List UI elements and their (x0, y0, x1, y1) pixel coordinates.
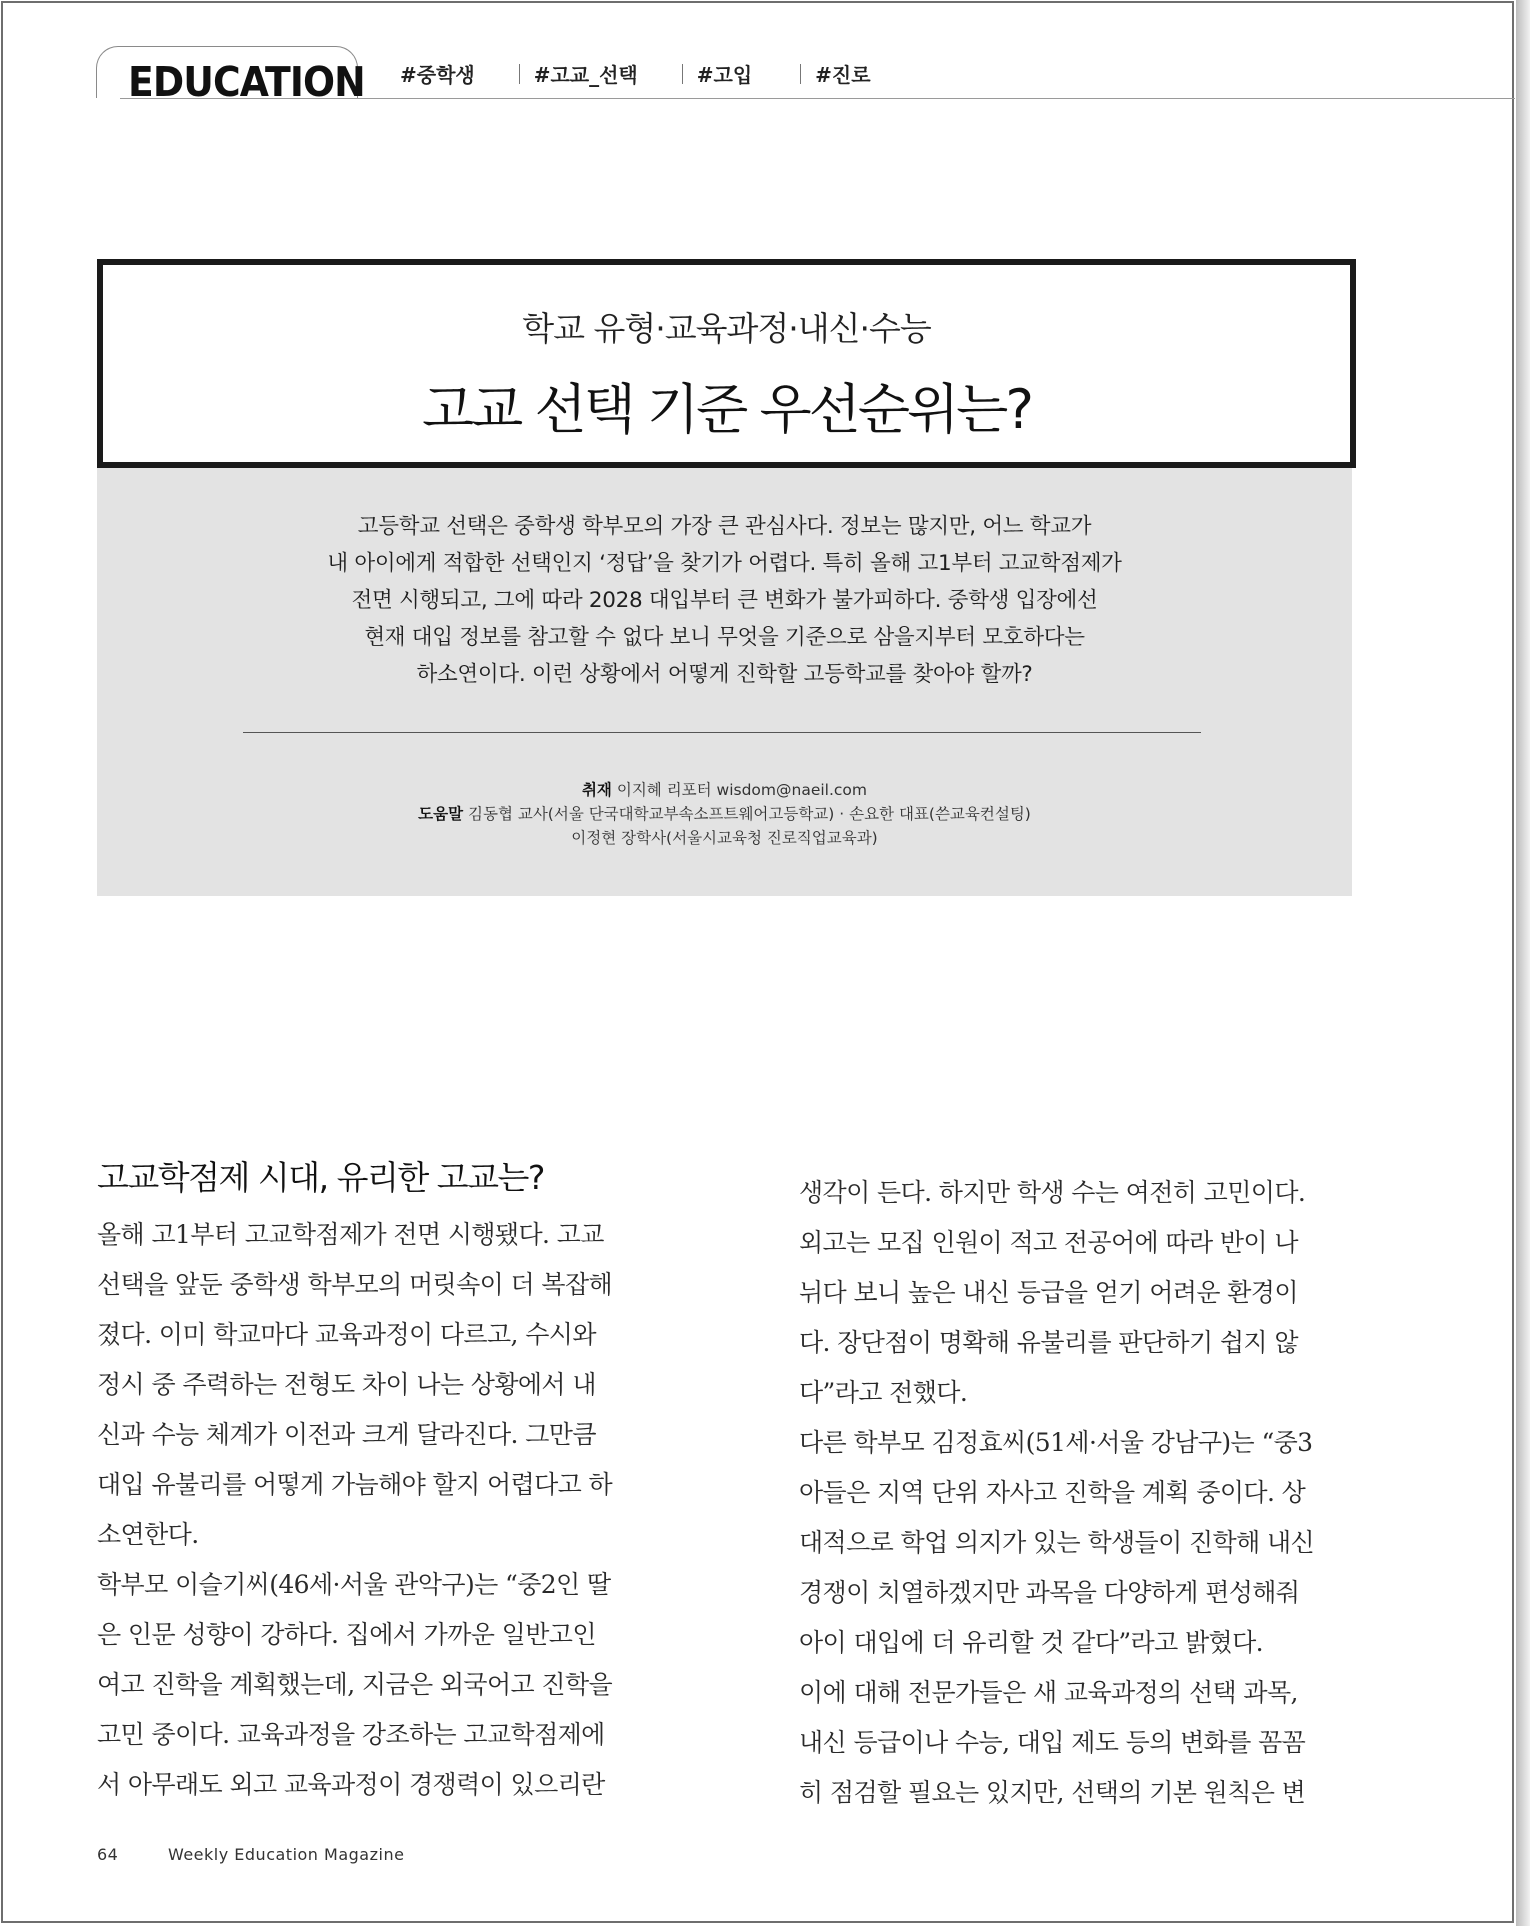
body-line: 신과 수능 체계가 이전과 크게 달라진다. 그만큼 (97, 1420, 596, 1449)
intro-line: 하소연이다. 이런 상황에서 어떻게 진학할 고등학교를 찾아야 할까? (416, 662, 1033, 687)
tag[interactable]: #고교_선택 (533, 63, 638, 87)
intro-divider (243, 732, 1201, 733)
page-footer (97, 1845, 404, 1864)
intro-line: 내 아이에게 적합한 선택인지 ‘정답’을 찾기가 어렵다. 특히 올해 고1부터 고교학점제가 (327, 551, 1122, 576)
body-column-right (799, 1168, 1351, 1818)
tag-divider (800, 64, 801, 84)
tag-divider (682, 64, 683, 84)
body-line: 여고 진학을 계획했는데, 지금은 외국어고 진학을 (97, 1670, 613, 1699)
credits-reporting-label: 취재 (581, 781, 612, 799)
article-headline: 고교 선택 기준 우선순위는? (422, 378, 1031, 441)
intro-box (97, 468, 1352, 896)
magazine-name: Weekly Education Magazine (167, 1845, 405, 1864)
tag[interactable]: #진로 (815, 63, 871, 87)
intro-line: 전면 시행되고, 그에 따라 2028 대입부터 큰 변화가 불가피하다. 중학생 입장에선 (351, 588, 1098, 613)
body-line: 생각이 든다. 하지만 학생 수는 여전히 고민이다. (799, 1178, 1306, 1207)
body-line: 다. 장단점이 명확해 유불리를 판단하기 쉽지 않 (799, 1328, 1298, 1357)
page-edge-shadow (1516, 0, 1530, 1926)
body-line: 외고는 모집 인원이 적고 전공어에 따라 반이 나 (799, 1228, 1298, 1257)
tag-list (400, 59, 871, 88)
body-line: 은 인문 성향이 강하다. 집에서 가까운 일반고인 (97, 1620, 596, 1649)
body-line: 아이 대입에 더 유리할 것 같다”라고 밝혔다. (799, 1628, 1263, 1657)
body-line: 올해 고1부터 고교학점제가 전면 시행됐다. 고교 (97, 1220, 604, 1249)
intro-text (97, 508, 1352, 693)
credits (97, 778, 1352, 850)
intro-line: 고등학교 선택은 중학생 학부모의 가장 큰 관심사다. 정보는 많지만, 어느 학교가 (357, 514, 1092, 539)
body-line: 이에 대해 전문가들은 새 교육과정의 선택 과목, (799, 1678, 1298, 1707)
body-line: 다”라고 전했다. (799, 1378, 968, 1407)
body-line: 소연한다. (97, 1520, 199, 1549)
body-column-left (97, 1158, 649, 1810)
body-line: 학부모 이슬기씨(46세·서울 관악구)는 “중2인 딸 (97, 1570, 611, 1599)
body-line: 졌다. 이미 학교마다 교육과정이 다르고, 수시와 (97, 1320, 596, 1349)
body-line: 고민 중이다. 교육과정을 강조하는 고교학점제에 (97, 1720, 605, 1749)
body-line: 아들은 지역 단위 자사고 진학을 계획 중이다. 상 (799, 1478, 1306, 1507)
credits-reporting (97, 778, 1352, 802)
section-subheading: 고교학점제 시대, 유리한 고교는? (97, 1158, 544, 1197)
page-number: 64 (97, 1845, 119, 1864)
body-line: 경쟁이 치열하겠지만 과목을 다양하게 편성해줘 (799, 1578, 1300, 1607)
body-line: 서 아무래도 외고 교육과정이 경쟁력이 있으리란 (97, 1770, 605, 1799)
tag-divider (519, 64, 520, 84)
intro-line: 현재 대입 정보를 참고할 수 없다 보니 무엇을 기준으로 삼을지부터 모호하다는 (364, 625, 1085, 650)
credits-help (97, 802, 1352, 826)
body-line: 선택을 앞둔 중학생 학부모의 머릿속이 더 복잡해 (97, 1270, 613, 1299)
article-kicker: 학교 유형·교육과정·내신·수능 (522, 309, 931, 348)
body-line: 뉘다 보니 높은 내신 등급을 얻기 어려운 환경이 (799, 1278, 1298, 1307)
credits-help-text: 김동협 교사(서울 단국대학교부속소프트웨어고등학교) · 손요한 대표(쓴교육컨설팅) (468, 805, 1031, 823)
body-line: 다른 학부모 김정효씨(51세·서울 강남구)는 “중3 (799, 1428, 1313, 1457)
tag[interactable]: #중학생 (400, 63, 475, 87)
body-line: 내신 등급이나 수능, 대입 제도 등의 변화를 꼼꼼 (799, 1728, 1306, 1757)
body-line: 히 점검할 필요는 있지만, 선택의 기본 원칙은 변 (799, 1778, 1306, 1807)
tag[interactable]: #고입 (696, 63, 753, 87)
body-line: 정시 중 주력하는 전형도 차이 나는 상황에서 내 (97, 1370, 596, 1399)
credits-reporting-text: 이지혜 리포터 wisdom@naeil.com (616, 781, 868, 799)
credits-help-label: 도움말 (418, 805, 464, 823)
credits-help-line2: 이정현 장학사(서울시교육청 진로직업교육과) (571, 829, 878, 847)
section-title: EDUCATION (128, 58, 365, 106)
body-line: 대입 유불리를 어떻게 가늠해야 할지 어렵다고 하 (97, 1470, 613, 1499)
body-line: 대적으로 학업 의지가 있는 학생들이 진학해 내신 (799, 1528, 1315, 1557)
title-box (97, 259, 1356, 468)
